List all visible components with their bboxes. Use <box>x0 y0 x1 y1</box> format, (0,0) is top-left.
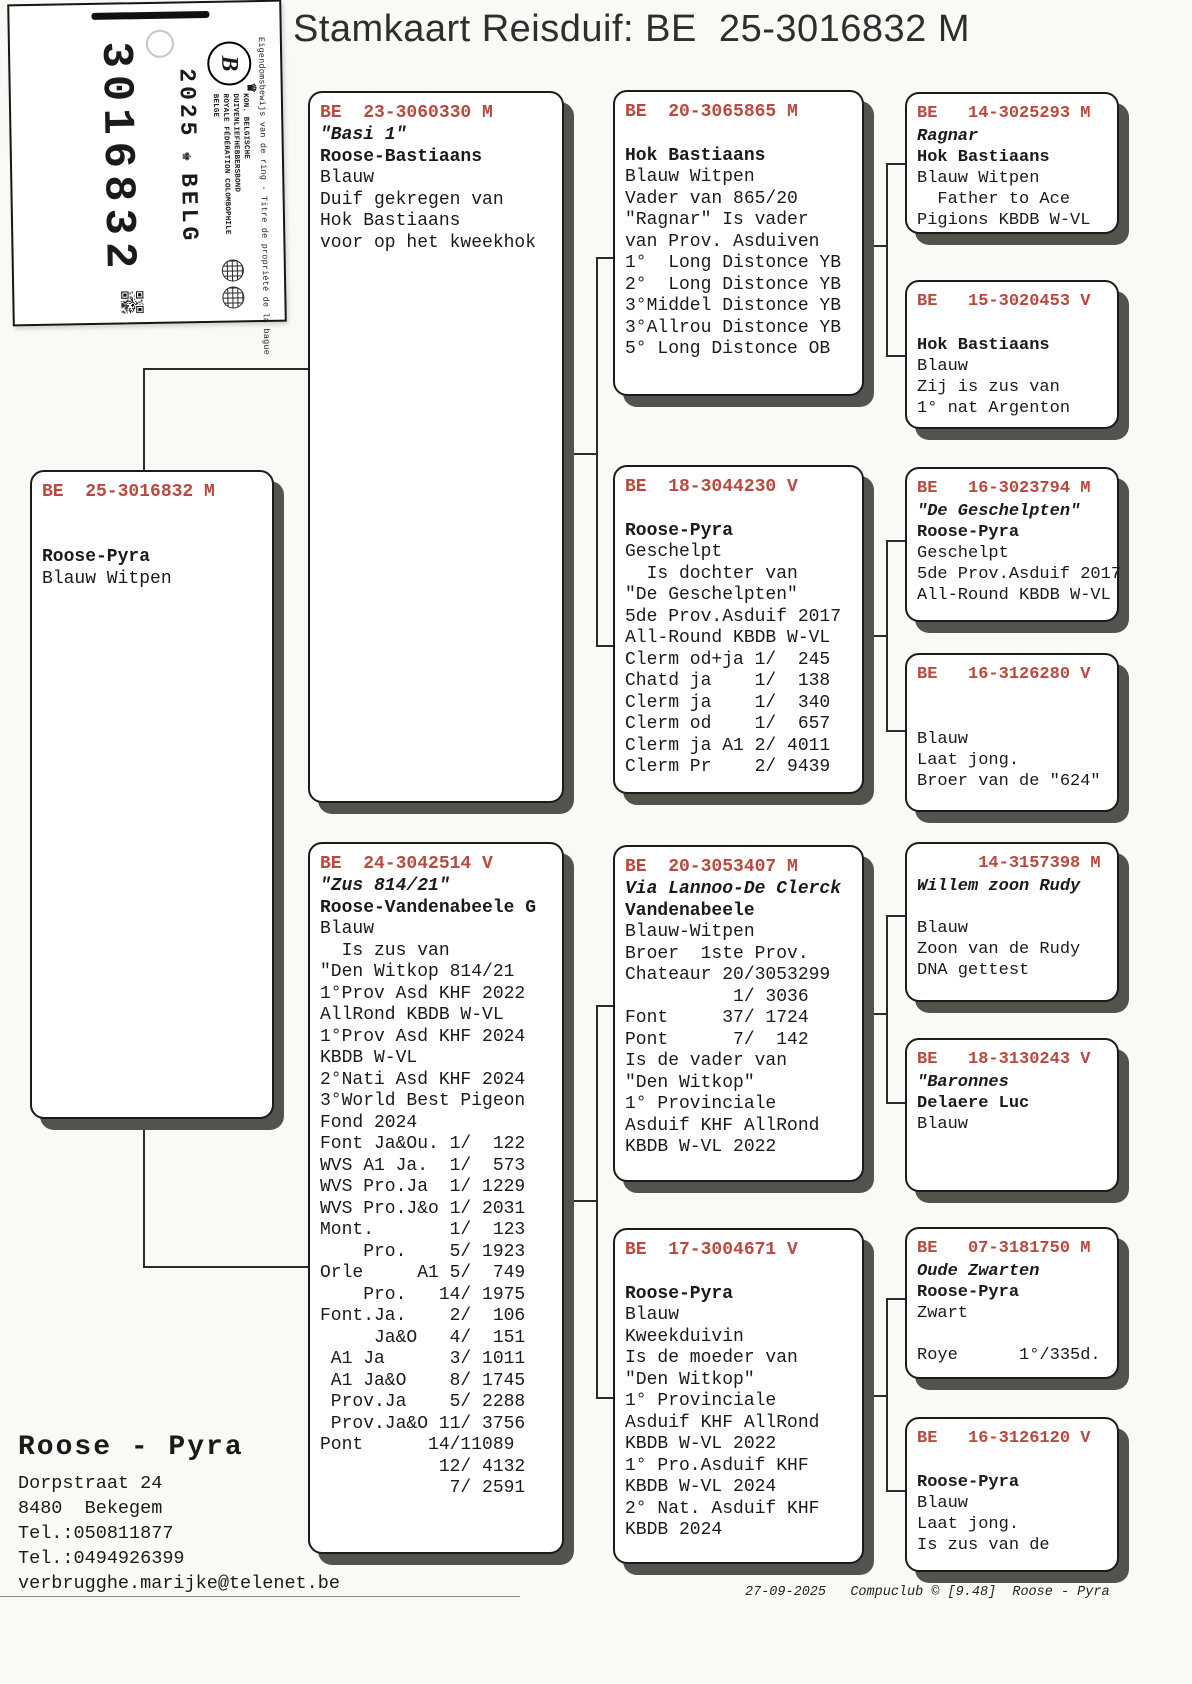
divider-line <box>0 1596 520 1597</box>
box-lines: Via Lannoo-De Clerck Vandenabeele Blauw-Witpen Broer 1ste Prov. Chateaur 20/3053299 1/ 3036 Font 37/ 1724 Pont 7/ 142 Is de vader van "Den Witkop" 1° Provinciale Asduif KHF AllRond KBDB W-VL 2022 <box>625 879 842 1157</box>
box-lines: "Basi 1" Roose-Bastiaans Blauw Duif gekregen van Hok Bastiaans voor op het kweekhok <box>320 125 537 253</box>
ring-number: 3016832 <box>89 41 144 276</box>
pedigree-box-fmf <box>905 467 1122 622</box>
owner-address-city: 8480 Bekegem <box>18 1498 163 1519</box>
box-lines: Hok Bastiaans Blauw Zij is zus van 1° nat Argenton <box>917 336 1071 418</box>
connector-line <box>886 915 906 917</box>
owner-address-street: Dorpstraat 24 <box>18 1473 163 1494</box>
qr-code <box>97 291 167 314</box>
ring-header: BE 15-3020453 V <box>917 292 1091 311</box>
connector-line <box>560 453 598 455</box>
ring-ownership-card <box>7 0 287 356</box>
box-lines: Willem zoon Rudy Blauw Zoon van de Rudy DNA gettest <box>917 877 1081 980</box>
connector-line <box>596 1005 614 1007</box>
connector-line <box>596 257 614 259</box>
box-lines: Ragnar Hok Bastiaans Blauw Witpen Father to Ace Pigions KBDB W-VL <box>917 127 1091 230</box>
connector-line <box>886 1102 906 1104</box>
federation-name-fr: ROYALE FÉDÉRATION COLOMBOPHILE BELGE <box>210 93 232 235</box>
ring-header: BE 25-3016832 M <box>42 482 215 502</box>
owner-phone-1: Tel.:050811877 <box>18 1523 174 1544</box>
medal-icon: ♚ <box>177 151 196 162</box>
box-lines: Roose-Pyra Geschelpt Is dochter van "De Geschelpten" 5de Prov.Asduif 2017 All-Round KBDB W-VL Clerm od+ja 1/ 245 Chatd ja 1/ 138 Clerm ja 1/ 340 Clerm od 1/ 657 Clerm ja A1 2/ 4011 Clerm Pr 2/ 9439 <box>625 520 842 777</box>
ring-header: BE 24-3042514 V <box>320 854 493 874</box>
globe-icon <box>222 259 244 281</box>
connector-line <box>560 1200 598 1202</box>
connector-line <box>886 1298 888 1492</box>
connector-line <box>886 730 906 732</box>
pedigree-box-mfm <box>905 1038 1119 1192</box>
pedigree-box-mmm <box>905 1417 1119 1572</box>
connector-line <box>860 635 888 637</box>
pedigree-box-ff <box>613 90 864 396</box>
connector-line <box>860 245 888 247</box>
kbdb-logo <box>207 41 259 94</box>
ring-header: BE 07-3181750 M <box>917 1239 1091 1258</box>
connector-line <box>596 1397 614 1399</box>
page-title: Stamkaart Reisduif: BE 25-3016832 M <box>293 8 971 50</box>
connector-line <box>886 1490 906 1492</box>
federation-name <box>210 93 253 252</box>
pedigree-box-mother <box>308 842 564 1554</box>
ring-header: BE 23-3060330 M <box>320 103 493 123</box>
pedigree-box-mmf <box>905 1227 1119 1379</box>
federation-name-nl: KON. BELGISCHE DUIVENLIEFHEBBERSBOND <box>230 93 250 193</box>
connector-line <box>143 368 145 472</box>
ring-header: BE 18-3130243 V <box>917 1050 1091 1069</box>
box-lines: Roose-Pyra Blauw Witpen <box>42 547 172 589</box>
ring-header: BE 16-3126120 V <box>917 1429 1091 1448</box>
box-lines: "Zus 814/21" Roose-Vandenabeele G Blauw Is zus van "Den Witkop 814/21 1°Prov Asd KHF 2022 AllRond KBDB W-VL 1°Prov Asd KHF 2024 KBDB W-VL 2°Nati Asd KHF 2024 3°World Best Pigeon Fond 2024 Font Ja&Ou. 1/ 122 WVS A1 Ja. 1/ 573 WVS Pro.Ja 1/ 1229 WVS Pro.J&o 1/ 2031 Mont. 1/ 123 Pro. 5/ 1923 Orle A1 5/ 749 Pro. 14/ 1975 Font.Ja. 2/ 106 Ja&O 4/ 151 A1 Ja 3/ 1011 A1 Ja&O 8/ 1745 Prov.Ja 5/ 2288 Prov.Ja&O 11/ 3756 Pont 14/11089 12/ 4132 7/ 2591 <box>320 876 537 1498</box>
box-lines: "Baronnes Delaere Luc Blauw <box>917 1073 1030 1134</box>
connector-line <box>143 1113 145 1268</box>
footer-loft: Roose - Pyra <box>1012 1585 1110 1600</box>
ring-card-content <box>17 11 276 356</box>
ring-country: BELG <box>175 172 203 245</box>
connector-line <box>886 915 888 1104</box>
globe-stamps <box>222 259 245 308</box>
connector-line <box>886 540 906 542</box>
footer-software: Compuclub © [9.48] <box>850 1585 997 1600</box>
pedigree-box-father <box>308 91 564 803</box>
kbdb-logo-letter: B <box>216 55 243 72</box>
ownership-title-text: Eigendomsbewijs van de ring · Titre de propriété de la bague <box>255 36 272 356</box>
ring-number-row <box>89 41 168 314</box>
box-lines: Oude Zwarten Roose-Pyra Zwart Roye 1°/335d. <box>917 1262 1101 1365</box>
ring-header: BE 16-3023794 M <box>917 479 1091 498</box>
globe-icon <box>222 286 244 308</box>
pedigree-box-mf <box>613 845 864 1182</box>
owner-block <box>18 1432 340 1596</box>
ring-header: BE 20-3053407 M <box>625 857 798 877</box>
year-country-row <box>173 68 203 312</box>
pedigree-box-mm <box>613 1228 864 1564</box>
connector-line <box>596 645 614 647</box>
connector-line <box>886 163 906 165</box>
pedigree-box-fff <box>905 92 1119 234</box>
connector-line <box>886 1298 906 1300</box>
connector-line <box>886 355 906 357</box>
connector-line <box>886 163 888 357</box>
box-lines: "De Geschelpten" Roose-Pyra Geschelpt 5de Prov.Asduif 2017 All-Round KBDB W-VL <box>917 502 1122 605</box>
federation-logo-row <box>207 41 259 312</box>
footer <box>745 1585 1110 1600</box>
connector-line <box>596 257 598 647</box>
owner-email: verbrugghe.marijke@telenet.be <box>18 1573 340 1594</box>
pedigree-box-fm <box>613 465 864 794</box>
box-lines: Blauw Laat jong. Broer van de "624" <box>917 730 1101 791</box>
ring-header: BE 20-3065865 M <box>625 102 798 122</box>
pedigree-box-subject <box>30 470 274 1119</box>
ring-header: BE 14-3025293 M <box>917 104 1091 123</box>
pedigree-box-mff <box>905 842 1119 1002</box>
pedigree-box-fmm <box>905 653 1119 812</box>
crown-icon: ♛ <box>244 82 259 94</box>
connector-line <box>860 1013 888 1015</box>
connector-line <box>143 1266 310 1268</box>
pedigree-box-ffm <box>905 280 1119 429</box>
box-lines: Roose-Pyra Blauw Laat jong. Is zus van de <box>917 1473 1050 1555</box>
ring-header: BE 16-3126280 V <box>917 665 1091 684</box>
box-lines: Hok Bastiaans Blauw Witpen Vader van 865/20 "Ragnar" Is vader van Prov. Asduiven 1° Long Distonce YB 2° Long Distonce YB 3°Middel Distonce YB 3°Allrou Distonce YB 5° Long Distonce OB <box>625 145 842 359</box>
connector-line <box>143 368 310 370</box>
ring-year: 2025 <box>173 68 201 140</box>
ring-header: 14-3157398 M <box>917 854 1101 873</box>
owner-name: Roose - Pyra <box>18 1432 244 1463</box>
box-lines: Roose-Pyra Blauw Kweekduivin Is de moeder van "Den Witkop" 1° Provinciale Asduif KHF AllRond KBDB W-VL 2022 1° Pro.Asduif KHF KBDB W-VL 2024 2° Nat. Asduif KHF KBDB 2024 <box>625 1283 820 1540</box>
connector-line <box>886 540 888 732</box>
connector-line <box>596 1005 598 1399</box>
connector-line <box>860 1395 888 1397</box>
ring-header: BE 17-3004671 V <box>625 1240 798 1260</box>
ring-header: BE 18-3044230 V <box>625 477 798 497</box>
footer-date: 27-09-2025 <box>745 1585 827 1600</box>
owner-phone-2: Tel.:0494926399 <box>18 1548 185 1569</box>
